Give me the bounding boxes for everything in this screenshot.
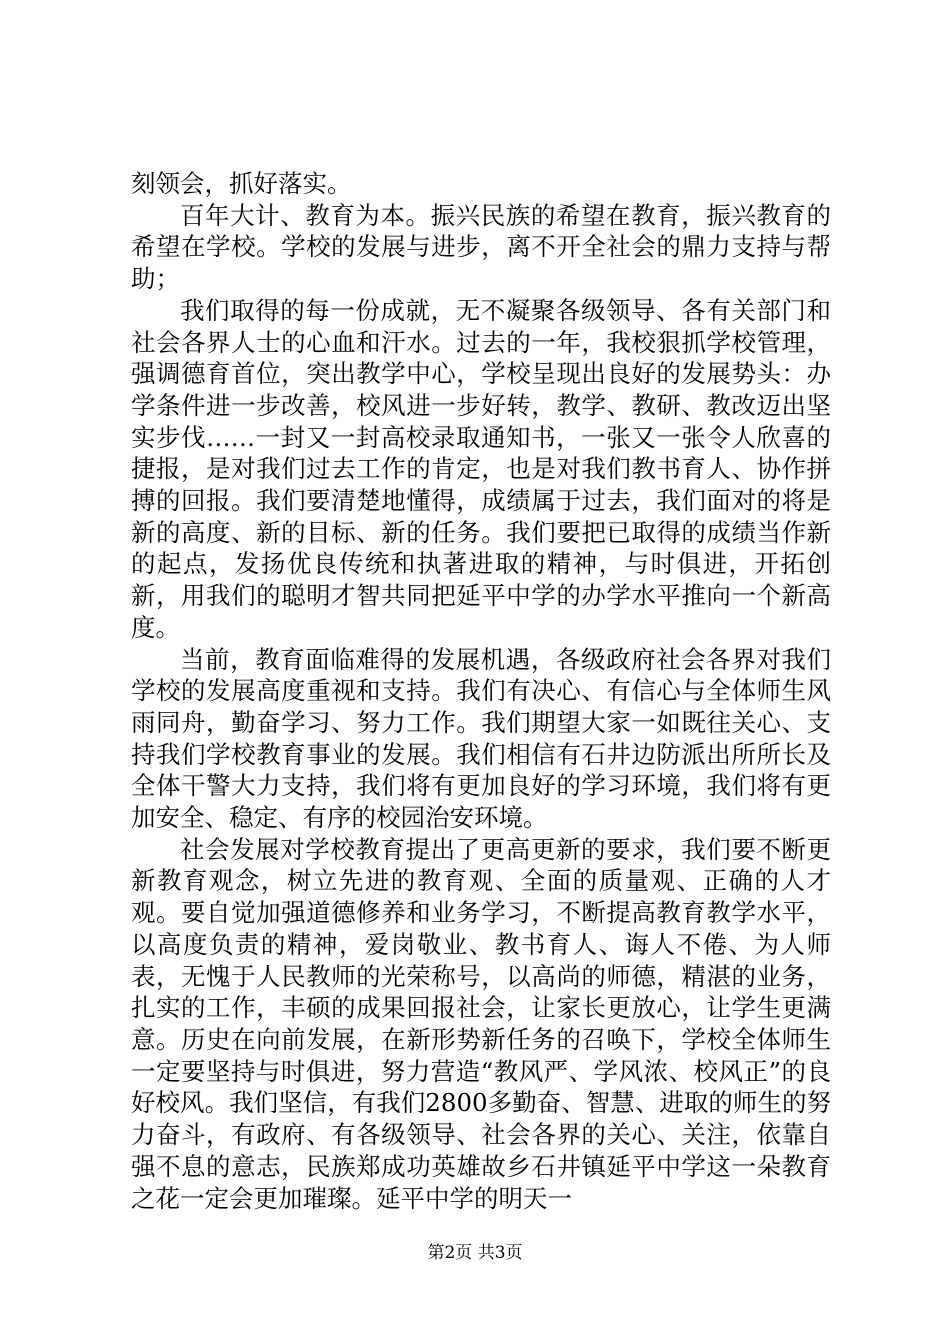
paragraph-5: 社会发展对学校教育提出了更高更新的要求，我们要不断更新教育观念，树立先进的教育观、全面的质量观、正确的人才观。要自觉加强道德修养和业务学习，不断提高教育教学水平，以高度负责的精神，爱岗敬业、教书育人、诲人不倦、为人师表，无愧于人民教师的光荣称号，以高尚的师德，精湛的业务，扎实的工作，丰硕的成果回报社会，让家长更放心，让学生更满意。历史在向前发展，在新形势新任务的召唤下，学校全体师生一定要坚持与时俱进，努力营造“教风严、学风浓、校风正”的良好校风。我们坚信，有我们2800多勤奋、智慧、进取的师生的努力奋斗，有政府、有各级领导、社会各界的关心、关注，依靠自强不息的意志，民族郑成功英雄故乡石井镇延平中学这一朵教育之花一定会更加璀璨。延平中学的明天一 (131, 834, 831, 1213)
paragraph-3: 我们取得的每一份成就，无不凝聚各级领导、各有关部门和社会各界人士的心血和汗水。过去的一年，我校狠抓学校管理，强调德育首位，突出教学中心，学校呈现出良好的发展势头：办学条件进一步改善，校风进一步好转，教学、教研、教改迈出坚实步伐……一封又一封高校录取通知书，一张又一张令人欣喜的捷报，是对我们过去工作的肯定，也是对我们教书育人、协作拼搏的回报。我们要清楚地懂得，成绩属于过去，我们面对的将是新的高度、新的目标、新的任务。我们要把已取得的成绩当作新的起点，发扬优良传统和执著进取的精神，与时俱进，开拓创新，用我们的聪明才智共同把延平中学的办学水平推向一个新高度。 (131, 295, 831, 642)
paragraph-1: 刻领会，抓好落实。 (131, 169, 352, 198)
page-number-label: 第2页 共3页 (427, 1243, 523, 1263)
paragraph-4: 当前，教育面临难得的发展机遇，各级政府社会各界对我们学校的发展高度重视和支持。我们有决心、有信心与全体师生风雨同舟，勤奋学习、努力工作。我们期望大家一如既往关心、支持我们学校教育事业的发展。我们相信有石井边防派出所所长及全体干警大力支持，我们将有更加良好的学习环境，我们将有更加安全、稳定、有序的校园治安环境。 (131, 644, 831, 833)
document-body (131, 168, 831, 1214)
paragraph-2: 百年大计、教育为本。振兴民族的希望在教育，振兴教育的希望在学校。学校的发展与进步，离不开全社会的鼎力支持与帮助； (131, 200, 831, 294)
page-footer (0, 1242, 950, 1264)
